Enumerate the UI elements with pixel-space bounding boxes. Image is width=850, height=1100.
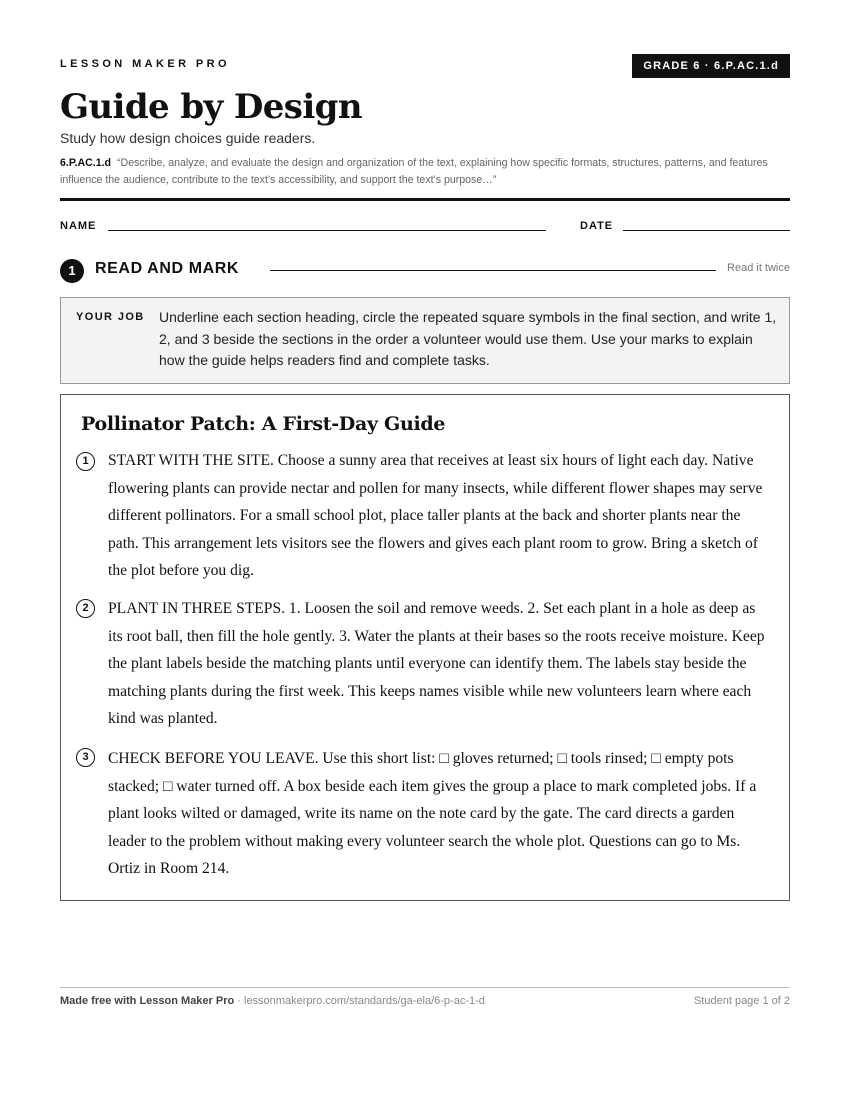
instructions-box	[60, 297, 790, 384]
footer-made-with: Made free with Lesson Maker Pro	[60, 995, 235, 1007]
section-hint: Read it twice	[727, 262, 790, 274]
name-label: NAME	[60, 220, 97, 232]
date-label: DATE	[580, 220, 614, 232]
paragraph-2: PLANT IN THREE STEPS. 1. Loosen the soil and remove weeds. 2. Set each plant in a hole as deep as its root ball, then fill the hole gently. 3. Water the plants at their bases so the roots receive moisture. Keep the plant labels beside the matching plants until everyone can identify them. The labels stay beside the matching plants during the first week. This keeps names visible while new volunteers learn where each kind was planted.	[108, 600, 765, 728]
footer-url[interactable]: · lessonmakerpro.com/standards/ga-ela/6-p-ac-1-d	[234, 995, 485, 1007]
instructions-label: YOUR JOB	[76, 311, 145, 323]
paragraph-number-3: 3	[76, 748, 95, 767]
date-field[interactable]	[623, 230, 790, 231]
page-title: Guide by Design	[60, 87, 362, 127]
instructions-text: Underline each section heading, circle the repeated square symbols in the final section, and write 1, 2, and 3 beside the sections in the order a volunteer would use them. Use your marks to explain how the guide helps readers find and complete tasks.	[159, 309, 777, 368]
header-divider	[60, 198, 790, 201]
footer-credit	[60, 995, 485, 1007]
paragraph-number-2: 2	[76, 599, 95, 618]
standard-description	[60, 155, 790, 189]
standard-text: “Describe, analyze, and evaluate the design and organization of the text, explaining how specific formats, structures, patterns, and features influence the audience, contribute to the text’s accessibility, and support the text’s purpose…”	[60, 157, 768, 186]
paragraph-number-1: 1	[76, 452, 95, 471]
grade-badge: GRADE 6 · 6.P.AC.1.d	[632, 54, 790, 78]
section-number-badge: 1	[60, 259, 84, 283]
paragraph-1: START WITH THE SITE. Choose a sunny area that receives at least six hours of light each day. Native flowering plants can provide nectar and pollen for many insects, while different flower shapes may serve different pollinators. For a small school plot, place taller plants at the back and shorter plants near the path. This arrangement lets visitors see the flowers and gives each plant room to grow. Bring a sketch of the plot before you dig.	[108, 452, 763, 580]
footer-page-number: Student page 1 of 2	[693, 995, 790, 1007]
page-subtitle: Study how design choices guide readers.	[60, 130, 316, 146]
reading-passage	[60, 394, 790, 901]
name-field[interactable]	[108, 230, 546, 231]
worksheet-page	[60, 0, 790, 1100]
section-title: READ AND MARK	[95, 260, 240, 277]
passage-title: Pollinator Patch: A First-Day Guide	[81, 413, 446, 435]
brand-name: LESSON MAKER PRO	[60, 58, 230, 70]
standard-code: 6.P.AC.1.d	[60, 157, 112, 169]
footer-divider	[60, 987, 790, 988]
section-divider	[270, 270, 716, 271]
paragraph-3: CHECK BEFORE YOU LEAVE. Use this short list: □ gloves returned; □ tools rinsed; □ empty pots stacked; □ water turned off. A box beside each item gives the group a place to mark completed jobs. If a plant looks wilted or damaged, write its name on the note card by the gate. The card directs a garden leader to the problem without making every volunteer search the whole plot. Questions can go to Ms. Ortiz in Room 214.	[108, 750, 757, 878]
